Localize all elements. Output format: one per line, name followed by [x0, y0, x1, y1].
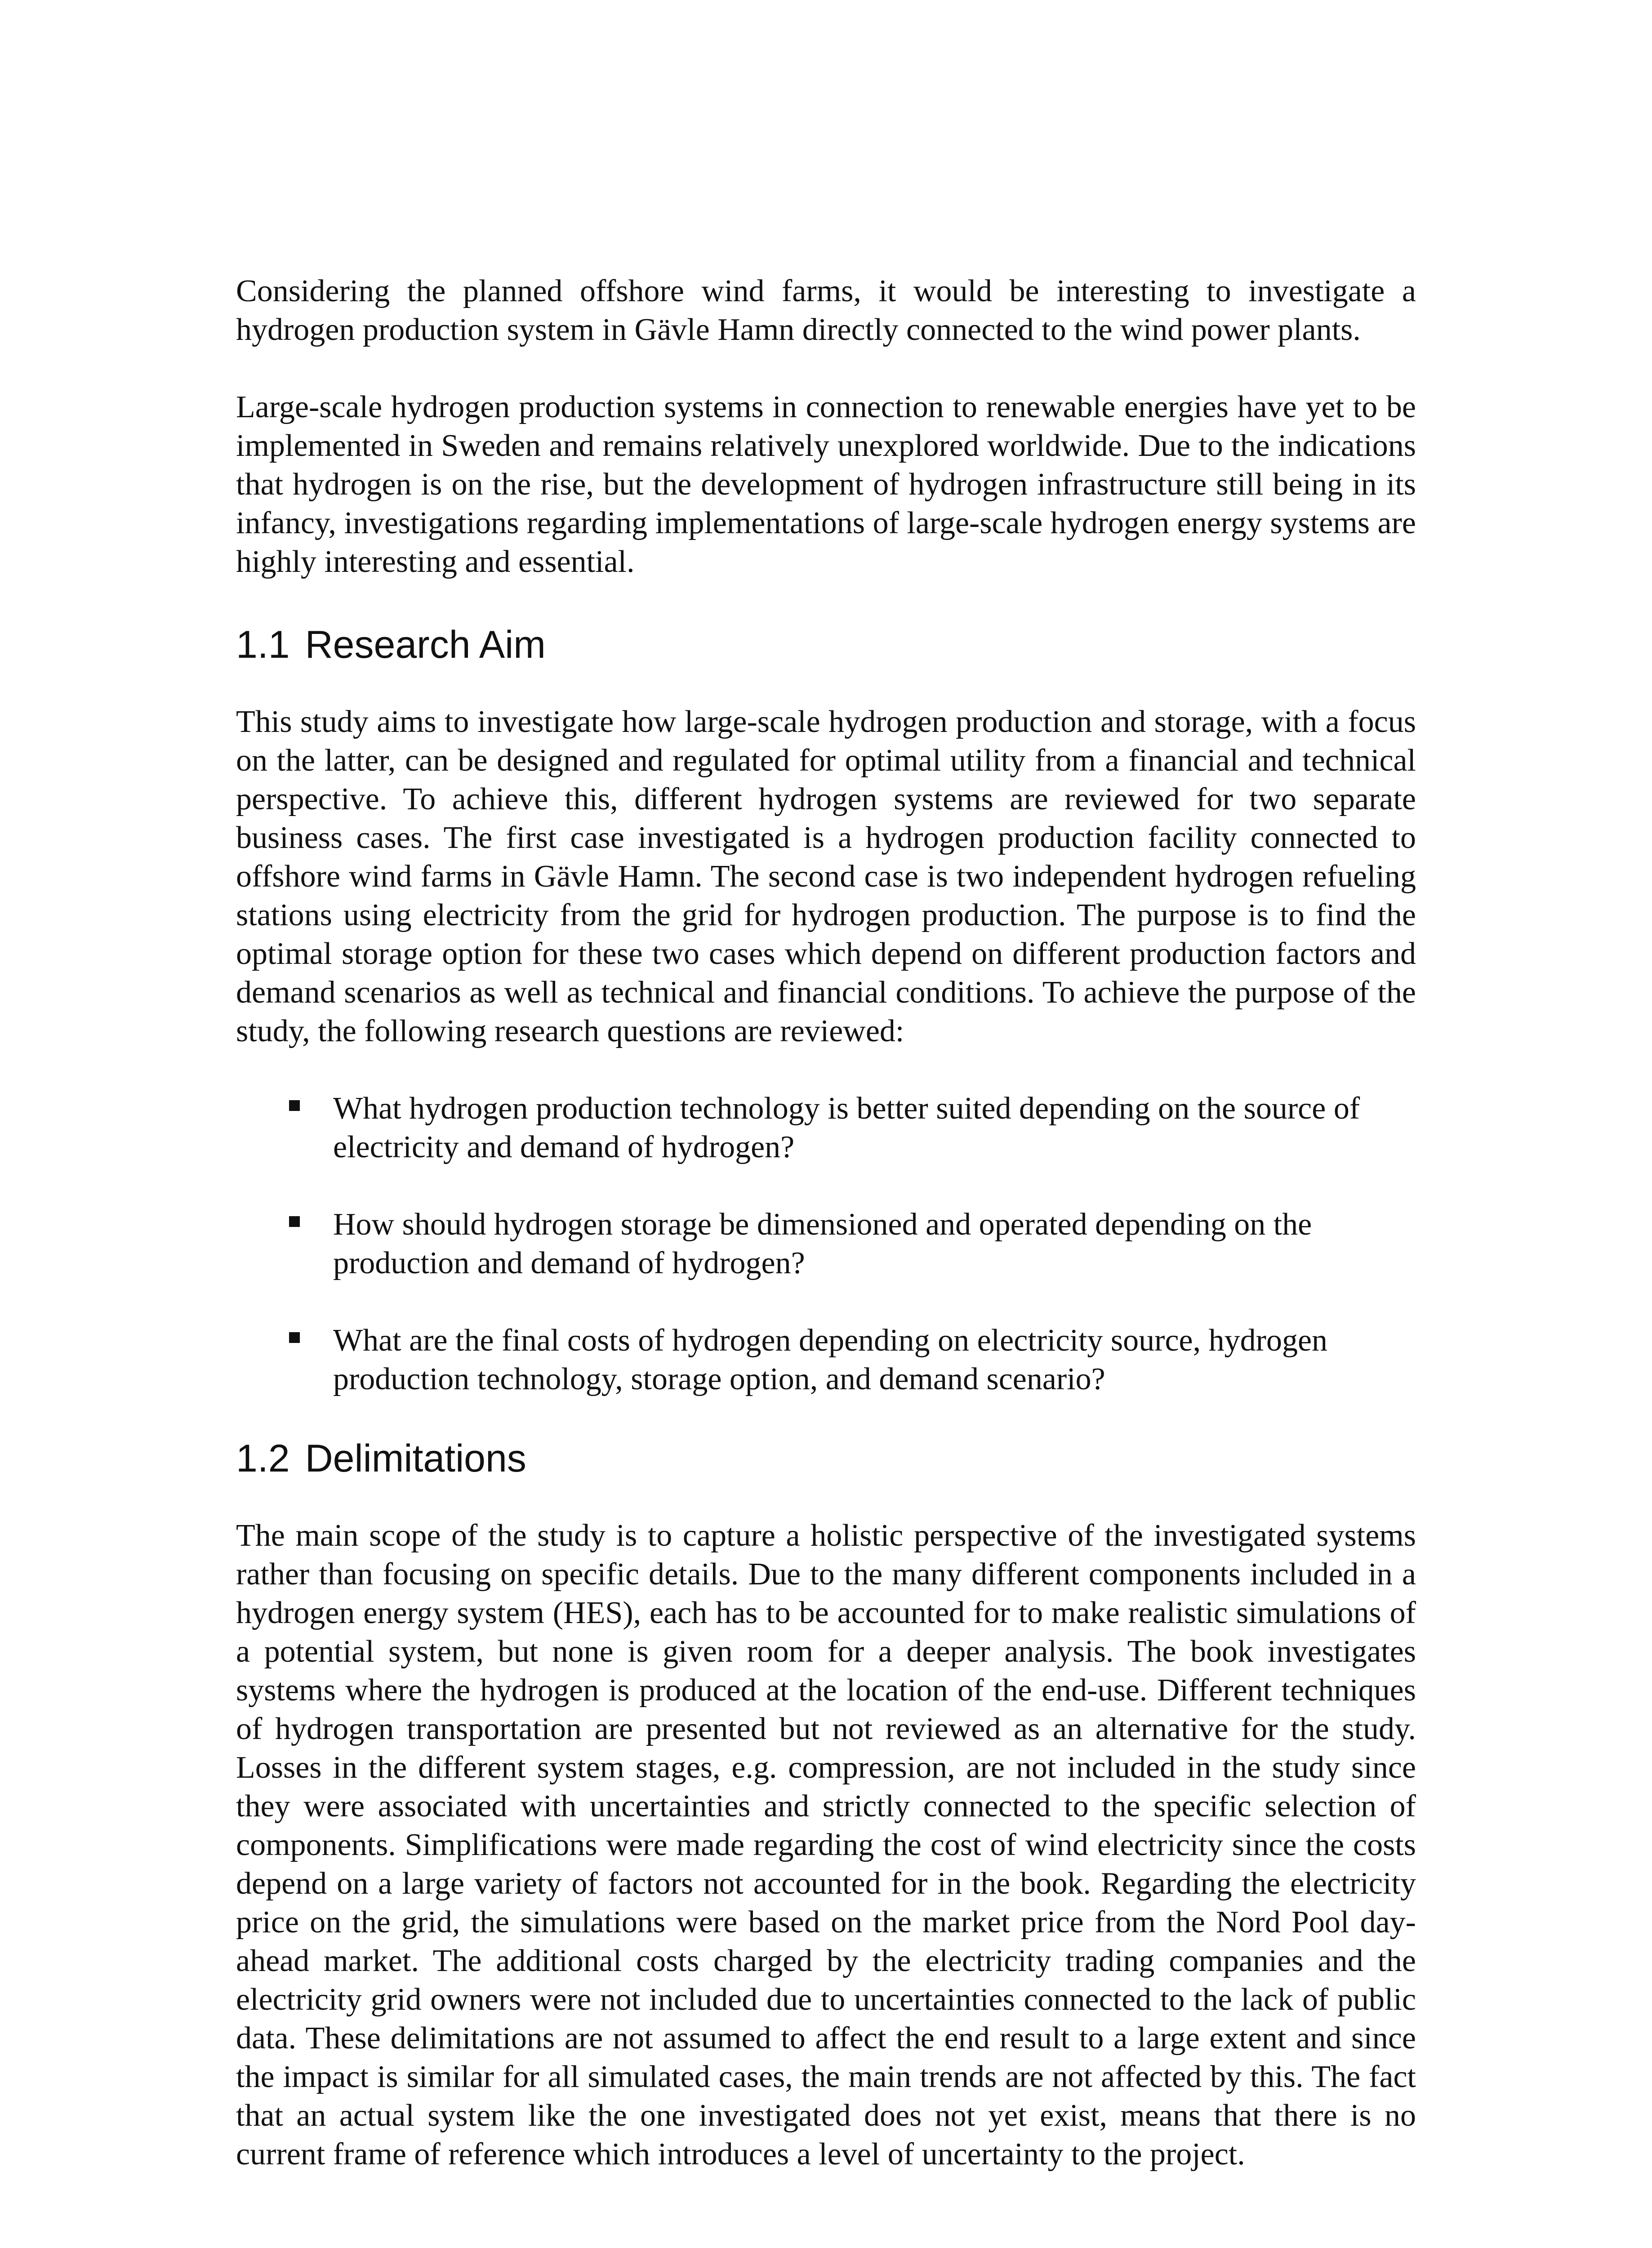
section-title: Research Aim	[305, 623, 546, 666]
delimitations-paragraph: The main scope of the study is to capture a holistic perspective of the investigated systems rather than focusing on specific details. Due to the many different components included in a hydrogen energy system (HES), each has to be accounted for to make realistic simulations of a potential system, but none is given room for a deeper analysis. The book investigates systems where the hydrogen is produced at the location of the end-use. Different techniques of hydrogen transportation are presented but not reviewed as an alternative for the study. Losses in the different system stages, e.g. compression, are not included in the study since they were associated with uncertainties and strictly connected to the specific selection of components. Simplifications were made regarding the cost of wind electricity since the costs depend on a large variety of factors not accounted for in the book. Regarding the electricity price on the grid, the simulations were based on the market price from the Nord Pool day-ahead market. The additional costs charged by the electricity trading companies and the electricity grid owners were not included due to uncertainties connected to the lack of public data. These delimitations are not assumed to affect the end result to a large extent and since the impact is similar for all simulated cases, the main trends are not affected by this. The fact that an actual system like the one investigated does not yet exist, means that there is no current frame of reference which introduces a level of uncertainty to the project.	[236, 1518, 1416, 2172]
research-aim-paragraph: This study aims to investigate how large-scale hydrogen production and storage, with a focus on the latter, can be designed and regulated for optimal utility from a financial and technical perspective. To achieve this, different hydrogen systems are reviewed for two separate business cases. The first case investigated is a hydrogen production facility connected to offshore wind farms in Gävle Hamn. The second case is two independent hydrogen refueling stations using electricity from the grid for hydrogen production. The purpose is to find the optimal storage option for these two cases which depend on different production factors and demand scenarios as well as technical and financial conditions. To achieve the purpose of the study, the following research questions are reviewed:	[236, 705, 1416, 1048]
section-heading-research-aim	[236, 620, 1416, 669]
research-question	[236, 1321, 1416, 1399]
section-number: 1.1	[236, 623, 290, 666]
square-bullet-icon	[289, 1332, 300, 1343]
research-question	[236, 1089, 1416, 1167]
square-bullet-icon	[289, 1216, 300, 1227]
research-questions-list	[236, 1089, 1416, 1399]
intro-paragraph-1: Considering the planned offshore wind farms, it would be interesting to investigate a hydrogen production system in Gävle Hamn directly connected to the wind power plants.	[236, 274, 1416, 347]
research-question-text: How should hydrogen storage be dimensioned and operated depending on the production and demand of hydrogen?	[333, 1207, 1312, 1280]
section-heading-delimitations	[236, 1434, 1416, 1483]
page-body	[236, 272, 1416, 2212]
research-question	[236, 1205, 1416, 1283]
section-title: Delimitations	[305, 1437, 526, 1480]
section-number: 1.2	[236, 1437, 290, 1480]
research-question-text: What are the final costs of hydrogen depending on electricity source, hydrogen production technology, storage option, and demand scenario?	[333, 1323, 1328, 1396]
research-question-text: What hydrogen production technology is better suited depending on the source of electricity and demand of hydrogen?	[333, 1091, 1360, 1164]
intro-paragraph-2: Large-scale hydrogen production systems in connection to renewable energies have yet to be implemented in Sweden and remains relatively unexplored worldwide. Due to the indications that hydrogen is on the rise, but the development of hydrogen infrastructure still being in its infancy, investigations regarding implementations of large-scale hydrogen energy systems are highly interesting and essential.	[236, 390, 1416, 579]
square-bullet-icon	[289, 1100, 300, 1111]
